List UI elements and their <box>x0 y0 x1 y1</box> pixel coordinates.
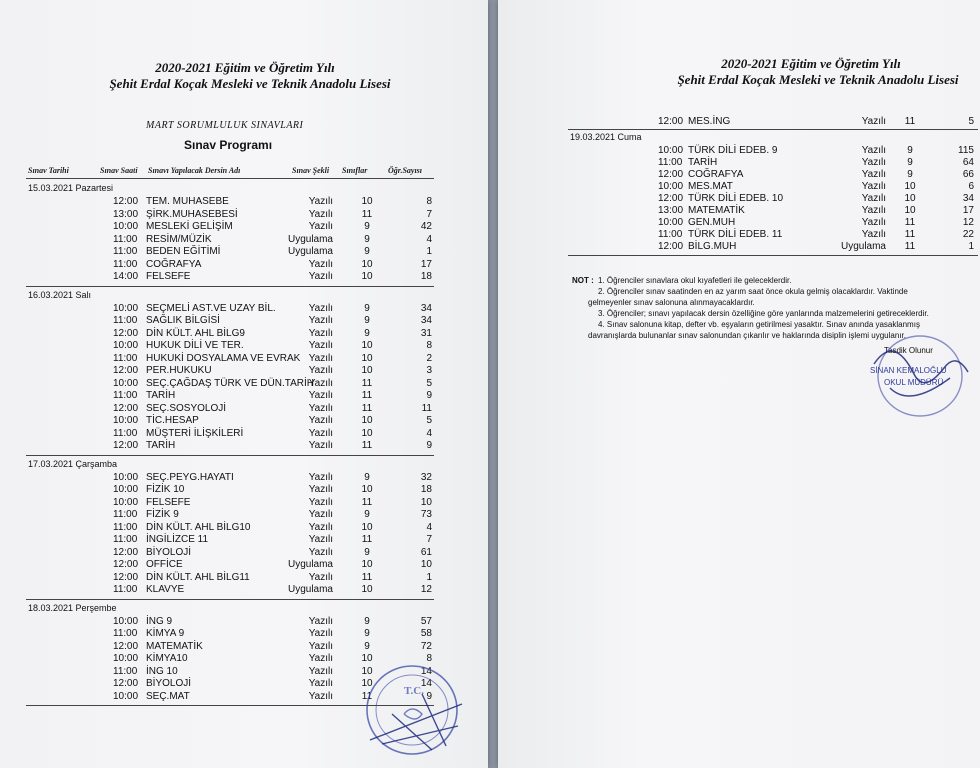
grade-level: 11 <box>361 390 373 401</box>
approval-text: Tasdik Olunur <box>884 346 933 355</box>
student-count: 7 <box>426 208 432 220</box>
exam-mode: Yazılı <box>861 217 886 228</box>
exam-time: 12:00 <box>113 559 139 570</box>
exam-time: 10:00 <box>113 690 139 702</box>
col-count-header: Öğr.Sayısı <box>388 166 423 175</box>
exam-time: 10:00 <box>113 484 139 495</box>
right-page <box>498 0 980 768</box>
course-name: TEM. MUHASEBE <box>146 196 229 207</box>
student-count: 32 <box>420 471 432 483</box>
grade-level: 11 <box>361 571 373 583</box>
student-count: 9 <box>426 440 432 451</box>
stamp-text: T.C. <box>404 685 424 697</box>
exam-mode: Yazılı <box>308 365 333 376</box>
exam-mode: Uygulama <box>287 246 333 257</box>
student-count: 8 <box>426 653 432 664</box>
course-name: MES.MAT <box>688 181 733 192</box>
header-rule-right <box>568 129 978 130</box>
col-course-header: Sınavı Yapılacak Dersin Adı <box>148 166 241 175</box>
exam-time: 10:00 <box>658 145 684 156</box>
grade-level: 11 <box>904 217 916 228</box>
course-name: COĞRAFYA <box>688 169 744 180</box>
exam-time: 10:00 <box>113 415 139 426</box>
student-count: 12 <box>420 584 432 595</box>
grade-level: 10 <box>361 584 373 595</box>
grade-level: 9 <box>364 246 370 257</box>
exam-date: 16.03.2021 Salı <box>28 289 92 300</box>
student-count: 7 <box>426 534 432 545</box>
student-count: 14 <box>420 665 432 677</box>
course-name: İNGİLİZCE 11 <box>146 534 209 545</box>
exam-time: 12:00 <box>113 402 139 414</box>
grade-level: 9 <box>364 315 370 326</box>
course-name: DİN KÜLT. AHL BİLG10 <box>146 521 251 533</box>
student-count: 58 <box>420 628 432 639</box>
grade-level: 9 <box>364 640 370 652</box>
grade-level: 11 <box>361 534 373 545</box>
exam-mode: Yazılı <box>308 534 333 545</box>
student-count: 8 <box>426 340 432 351</box>
student-count: 18 <box>420 271 432 282</box>
exam-time: 11:00 <box>113 509 138 520</box>
exam-mode: Yazılı <box>308 352 333 364</box>
exam-mode: Yazılı <box>308 415 333 426</box>
col-time-header: Sınav Saati <box>100 166 138 175</box>
course-name: FİZİK 9 <box>146 509 179 520</box>
grade-level: 9 <box>364 509 370 520</box>
exam-time: 10:00 <box>658 217 684 228</box>
exam-time: 11:00 <box>113 665 138 677</box>
exam-time: 11:00 <box>658 157 683 168</box>
grade-level: 9 <box>364 327 370 339</box>
exam-time: 12:00 <box>113 546 139 558</box>
exam-mode: Yazılı <box>308 640 333 652</box>
exam-time: 11:00 <box>113 521 138 533</box>
exam-mode: Uygulama <box>287 584 333 595</box>
course-name: İNG 10 <box>146 665 178 677</box>
exam-mode: Yazılı <box>308 340 333 351</box>
course-name: SEÇ.SOSYOLOJİ <box>146 402 227 414</box>
grade-level: 11 <box>361 496 373 508</box>
left-page <box>0 0 488 768</box>
student-count: 34 <box>420 315 432 326</box>
grade-level: 11 <box>904 241 916 252</box>
exam-mode: Yazılı <box>308 509 333 520</box>
exam-mode: Yazılı <box>861 181 886 192</box>
student-count: 17 <box>962 205 974 216</box>
student-count: 57 <box>420 615 432 627</box>
student-count: 5 <box>968 116 974 127</box>
grade-level: 10 <box>361 415 373 426</box>
exam-mode: Yazılı <box>308 665 333 677</box>
grade-level: 9 <box>907 157 913 168</box>
course-name: TARİH <box>146 440 176 451</box>
course-name: FELSEFE <box>146 496 191 508</box>
exam-mode: Yazılı <box>308 678 333 689</box>
course-name: KLAVYE <box>146 584 185 595</box>
student-count: 18 <box>420 484 432 495</box>
grade-level: 10 <box>904 205 916 216</box>
exam-time: 14:00 <box>113 271 139 282</box>
student-count: 31 <box>420 327 432 339</box>
student-count: 34 <box>962 193 974 204</box>
course-name: KİMYA10 <box>146 653 188 664</box>
student-count: 10 <box>420 496 432 508</box>
school-name: Şehit Erdal Koçak Mesleki ve Teknik Anadolu Lisesi <box>109 76 391 91</box>
header-rule <box>26 178 434 179</box>
course-name: BEDEN EĞİTİMİ <box>146 246 221 257</box>
student-count: 1 <box>426 246 432 257</box>
course-name: İNG 9 <box>146 615 173 627</box>
principal-title: OKUL MÜDÜRÜ <box>884 378 944 387</box>
course-name: MESLEKİ GELİŞİM <box>146 221 233 232</box>
grade-level: 11 <box>361 690 373 702</box>
exam-mode: Yazılı <box>861 157 886 168</box>
course-name: SEÇ.ÇAĞDAŞ TÜRK VE DÜN.TARİH <box>146 377 314 389</box>
exam-time: 10:00 <box>113 340 139 351</box>
exam-mode: Yazılı <box>861 145 886 156</box>
day-divider <box>26 455 434 456</box>
course-name: FİZİK 10 <box>146 484 185 495</box>
course-name: MATEMATİK <box>146 640 203 652</box>
exam-time: 10:00 <box>113 653 139 664</box>
exam-mode: Uygulama <box>287 559 333 570</box>
grade-level: 9 <box>907 169 913 180</box>
grade-level: 10 <box>361 653 373 664</box>
course-name: PER.HUKUKU <box>146 365 212 376</box>
course-name: TİC.HESAP <box>146 415 199 426</box>
program-title: Sınav Programı <box>184 138 273 152</box>
exam-mode: Yazılı <box>308 315 333 326</box>
year-title: 2020-2021 Eğitim ve Öğretim Yılı <box>155 60 335 75</box>
exam-mode: Yazılı <box>308 496 333 508</box>
exam-time: 11:00 <box>113 315 138 326</box>
exam-mode: Yazılı <box>308 471 333 483</box>
exam-mode: Yazılı <box>308 327 333 339</box>
exam-mode: Yazılı <box>308 628 333 639</box>
note-label: NOT : <box>572 276 594 285</box>
student-count: 3 <box>426 365 432 376</box>
student-count: 9 <box>426 690 432 702</box>
exam-time: 12:00 <box>113 678 139 689</box>
exam-time: 13:00 <box>658 205 684 216</box>
exam-time: 12:00 <box>658 116 684 127</box>
course-name: SAĞLIK BİLGİSİ <box>146 315 220 326</box>
note-line: 3. Öğrenciler; sınavı yapılacak dersin özelliğine göre yanlarında malzemelerini getireceklerdir. <box>598 309 929 318</box>
exam-time: 11:00 <box>113 534 138 545</box>
grade-level: 10 <box>904 193 916 204</box>
exam-time: 11:00 <box>113 352 138 364</box>
student-count: 61 <box>420 546 432 558</box>
course-name: TARİH <box>146 390 176 401</box>
grade-level: 9 <box>907 145 913 156</box>
exam-mode: Yazılı <box>308 615 333 627</box>
exam-mode: Yazılı <box>308 196 333 207</box>
col-date-header: Sınav Tarihi <box>28 166 69 175</box>
student-count: 4 <box>426 233 432 245</box>
col-mode-header: Sınav Şekli <box>292 166 330 175</box>
exam-mode: Yazılı <box>308 402 333 414</box>
grade-level: 10 <box>361 365 373 376</box>
course-name: HUKUK DİLİ VE TER. <box>146 340 244 351</box>
exam-time: 11:00 <box>113 233 138 245</box>
course-name: FELSEFE <box>146 271 191 282</box>
exam-mode: Yazılı <box>861 169 886 180</box>
exam-mode: Yazılı <box>308 377 333 389</box>
grade-level: 10 <box>361 665 373 677</box>
exam-time: 10:00 <box>113 471 139 483</box>
student-count: 1 <box>426 571 432 583</box>
exam-time: 12:00 <box>113 571 139 583</box>
exam-time: 11:00 <box>113 628 138 639</box>
course-name: MÜŞTERİ İLİŞKİLERİ <box>146 427 244 439</box>
exam-date: 15.03.2021 Pazartesi <box>28 183 114 193</box>
exam-time: 11:00 <box>113 246 138 257</box>
student-count: 8 <box>426 196 432 207</box>
course-name: TÜRK DİLİ EDEB. 11 <box>688 229 783 240</box>
student-count: 17 <box>420 258 432 270</box>
grade-level: 10 <box>361 559 373 570</box>
student-count: 73 <box>420 509 432 520</box>
exam-time: 11:00 <box>113 427 138 439</box>
student-count: 14 <box>420 678 432 689</box>
exam-time: 12:00 <box>658 193 684 204</box>
day-divider <box>568 255 978 256</box>
exam-mode: Yazılı <box>308 390 333 401</box>
exam-mode: Uygulama <box>840 241 886 252</box>
exam-time: 10:00 <box>113 302 139 314</box>
exam-time: 12:00 <box>658 241 684 252</box>
course-name: OFFİCE <box>146 559 183 570</box>
exam-time: 11:00 <box>113 584 138 595</box>
exam-mode: Yazılı <box>308 427 333 439</box>
grade-level: 10 <box>361 521 373 533</box>
exam-mode: Uygulama <box>287 233 333 245</box>
course-name: COĞRAFYA <box>146 258 202 270</box>
school-name-right: Şehit Erdal Koçak Mesleki ve Teknik Anadolu Lisesi <box>677 72 959 87</box>
student-count: 42 <box>420 221 432 232</box>
grade-level: 10 <box>361 427 373 439</box>
course-name: BİYOLOJİ <box>146 546 192 558</box>
student-count: 1 <box>968 241 974 252</box>
course-name: RESİM/MÜZİK <box>146 233 212 245</box>
course-name: HUKUKİ DOSYALAMA VE EVRAK <box>146 352 301 364</box>
student-count: 6 <box>968 181 974 192</box>
exam-mode: Yazılı <box>861 229 886 240</box>
note-line: 1. Öğrenciler sınavlara okul kıyafetleri ile geleceklerdir. <box>598 276 792 285</box>
col-grade-header: Sınıflar <box>342 166 368 175</box>
note-line: gelmeyenler sınav salonuna alınmayacaklardır. <box>588 298 755 307</box>
student-count: 4 <box>426 521 432 533</box>
exam-mode: Yazılı <box>308 271 333 282</box>
exam-time: 10:00 <box>658 181 684 192</box>
grade-level: 9 <box>364 615 370 627</box>
student-count: 22 <box>962 229 974 240</box>
official-stamp-left <box>362 654 472 766</box>
grade-level: 11 <box>361 208 373 220</box>
exam-date: 17.03.2021 Çarşamba <box>28 458 118 469</box>
student-count: 5 <box>426 377 432 389</box>
exam-time: 12:00 <box>658 169 684 180</box>
exam-date: 19.03.2021 Cuma <box>570 132 642 142</box>
course-name: KİMYA 9 <box>146 628 185 639</box>
grade-level: 10 <box>361 678 373 689</box>
course-name: MES.İNG <box>688 116 731 127</box>
exam-mode: Yazılı <box>861 193 886 204</box>
exam-mode: Yazılı <box>308 440 333 451</box>
exam-type: MART SORUMLULUK SINAVLARI <box>146 120 304 131</box>
grade-level: 10 <box>904 181 916 192</box>
student-count: 10 <box>420 559 432 570</box>
exam-mode: Yazılı <box>308 653 333 664</box>
student-count: 11 <box>421 402 432 414</box>
student-count: 12 <box>962 217 974 228</box>
exam-mode: Yazılı <box>308 571 333 583</box>
exam-time: 10:00 <box>113 615 139 627</box>
course-name: SEÇ.PEYG.HAYATI <box>146 471 234 483</box>
day-divider <box>26 599 434 600</box>
exam-time: 11:00 <box>113 258 138 270</box>
course-name: ŞİRK.MUHASEBESİ <box>146 208 238 220</box>
grade-level: 10 <box>361 271 373 282</box>
note-line: 2. Öğrenciler sınav saatinden en az yarım saat önce okula gelmiş olacaklardır. Vaktinde <box>598 287 908 296</box>
exam-mode: Yazılı <box>861 116 886 127</box>
grade-level: 10 <box>361 352 373 364</box>
grade-level: 11 <box>361 440 373 451</box>
exam-mode: Yazılı <box>308 302 333 314</box>
exam-time: 12:00 <box>113 327 139 339</box>
exam-time: 10:00 <box>113 496 139 508</box>
exam-mode: Yazılı <box>308 258 333 270</box>
grade-level: 11 <box>904 229 916 240</box>
exam-time: 12:00 <box>113 440 139 451</box>
signature-stamp <box>860 328 980 424</box>
course-name: SEÇ.MAT <box>146 690 190 702</box>
note-line: davranışlarda bulunanlar sınav salonundan çıkarılır ve haklarında disiplin işlemi uygulanır. <box>588 331 906 340</box>
principal-name: SİNAN KEMALOĞLU <box>870 366 947 375</box>
exam-time: 11:00 <box>113 390 138 401</box>
student-count: 115 <box>958 145 974 156</box>
exam-mode: Yazılı <box>308 484 333 495</box>
exam-mode: Yazılı <box>308 521 333 533</box>
exam-time: 12:00 <box>113 640 139 652</box>
grade-level: 9 <box>364 233 370 245</box>
exam-time: 11:00 <box>658 229 683 240</box>
grade-level: 10 <box>361 196 373 207</box>
grade-level: 9 <box>364 221 370 232</box>
student-count: 2 <box>426 352 432 364</box>
grade-level: 9 <box>364 628 370 639</box>
course-name: SEÇMELİ AST.VE UZAY BİL. <box>146 302 276 314</box>
grade-level: 9 <box>364 471 370 483</box>
student-count: 66 <box>962 169 974 180</box>
student-count: 9 <box>426 390 432 401</box>
grade-level: 11 <box>361 377 373 389</box>
course-name: DİN KÜLT. AHL BİLG9 <box>146 327 245 339</box>
grade-level: 10 <box>361 258 373 270</box>
student-count: 34 <box>420 302 432 314</box>
exam-mode: Yazılı <box>308 208 333 220</box>
grade-level: 11 <box>904 116 916 127</box>
course-name: BİYOLOJİ <box>146 678 192 689</box>
day-divider <box>26 286 434 287</box>
course-name: TARİH <box>688 157 718 168</box>
exam-time: 10:00 <box>113 221 139 232</box>
student-count: 72 <box>420 640 432 652</box>
exam-mode: Yazılı <box>861 205 886 216</box>
exam-date: 18.03.2021 Perşembe <box>28 602 117 613</box>
exam-mode: Yazılı <box>308 546 333 558</box>
grade-level: 10 <box>361 484 373 495</box>
course-name: TÜRK DİLİ EDEB. 9 <box>688 145 778 156</box>
course-name: BİLG.MUH <box>688 241 737 252</box>
student-count: 4 <box>426 427 432 439</box>
note-line: 4. Sınav salonuna kitap, defter vb. eşyaların getirilmesi yasaktır. Sınav anında yasaklanmış <box>598 320 920 329</box>
exam-mode: Yazılı <box>308 690 333 702</box>
exam-time: 12:00 <box>113 196 139 207</box>
course-name: MATEMATİK <box>688 205 745 216</box>
exam-time: 10:00 <box>113 377 139 389</box>
grade-level: 9 <box>364 302 370 314</box>
student-count: 5 <box>426 415 432 426</box>
student-count: 64 <box>962 157 974 168</box>
course-name: TÜRK DİLİ EDEB. 10 <box>688 193 784 204</box>
exam-mode: Yazılı <box>308 221 333 232</box>
grade-level: 10 <box>361 340 373 351</box>
exam-time: 13:00 <box>113 208 139 220</box>
course-name: GEN.MUH <box>688 217 736 228</box>
grade-level: 11 <box>361 402 373 414</box>
exam-time: 12:00 <box>113 365 139 376</box>
grade-level: 9 <box>364 546 370 558</box>
year-title-right: 2020-2021 Eğitim ve Öğretim Yılı <box>721 56 901 71</box>
course-name: DİN KÜLT. AHL BİLG11 <box>146 571 250 583</box>
